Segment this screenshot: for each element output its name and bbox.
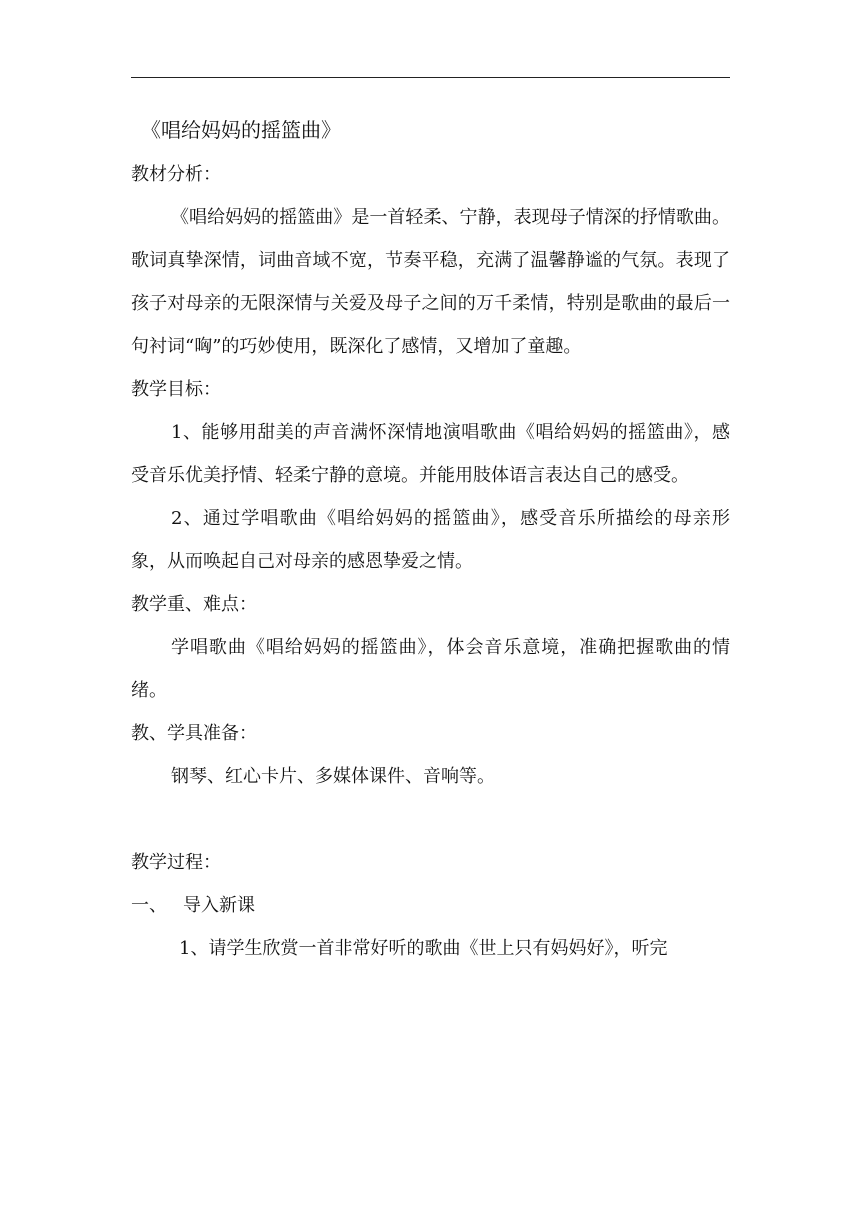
document-body bbox=[131, 107, 730, 970]
blank-line bbox=[131, 798, 730, 841]
analysis-text: 《唱给妈妈的摇篮曲》是一首轻柔、宁静，表现母子情深的抒情歌曲。歌词真挚深情，词曲音域不宽，节奏平稳，充满了温馨静谧的气氛。表现了孩子对母亲的无限深情与关爱及母子之间的万千柔情，特别是歌曲的最后一句衬词“哅”的巧妙使用，既深化了感情，又增加了童趣。 bbox=[131, 207, 730, 357]
process-sub-step-1: 1、请学生欣赏一首非常好听的歌曲《世上只有妈妈好》，听完 bbox=[179, 938, 668, 959]
header-rule bbox=[131, 77, 730, 78]
goal-item-1: 1、能够用甜美的声音满怀深情地演唱歌曲《唱给妈妈的摇篮曲》，感受音乐优美抒情、轻柔宁静的意境。并能用肢体语言表达自己的感受。 bbox=[131, 422, 730, 486]
process-step-title: 导入新课 bbox=[183, 895, 255, 916]
section-analysis bbox=[131, 153, 730, 368]
document-title: 《唱给妈妈的摇篮曲》 bbox=[141, 118, 341, 142]
goal-item-2: 2、通过学唱歌曲《唱给妈妈的摇篮曲》，感受音乐所描绘的母亲形象，从而唤起自己对母亲的感恩挚爱之情。 bbox=[131, 508, 730, 572]
goals-heading: 教学目标： bbox=[131, 379, 221, 400]
section-goals bbox=[131, 368, 730, 583]
process-step-number: 一、 bbox=[131, 895, 167, 916]
materials-text: 钢琴、红心卡片、多媒体课件、音响等。 bbox=[171, 766, 495, 787]
process-step-1 bbox=[131, 884, 730, 927]
key-points-text: 学唱歌曲《唱给妈妈的摇篮曲》，体会音乐意境，准确把握歌曲的情绪。 bbox=[131, 637, 730, 701]
key-points-heading: 教学重、难点： bbox=[131, 594, 257, 615]
section-materials bbox=[131, 712, 730, 798]
analysis-heading: 教材分析： bbox=[131, 164, 221, 185]
section-key-points bbox=[131, 583, 730, 712]
process-heading: 教学过程： bbox=[131, 852, 221, 873]
materials-heading: 教、学具准备： bbox=[131, 723, 257, 744]
section-process bbox=[131, 841, 730, 970]
